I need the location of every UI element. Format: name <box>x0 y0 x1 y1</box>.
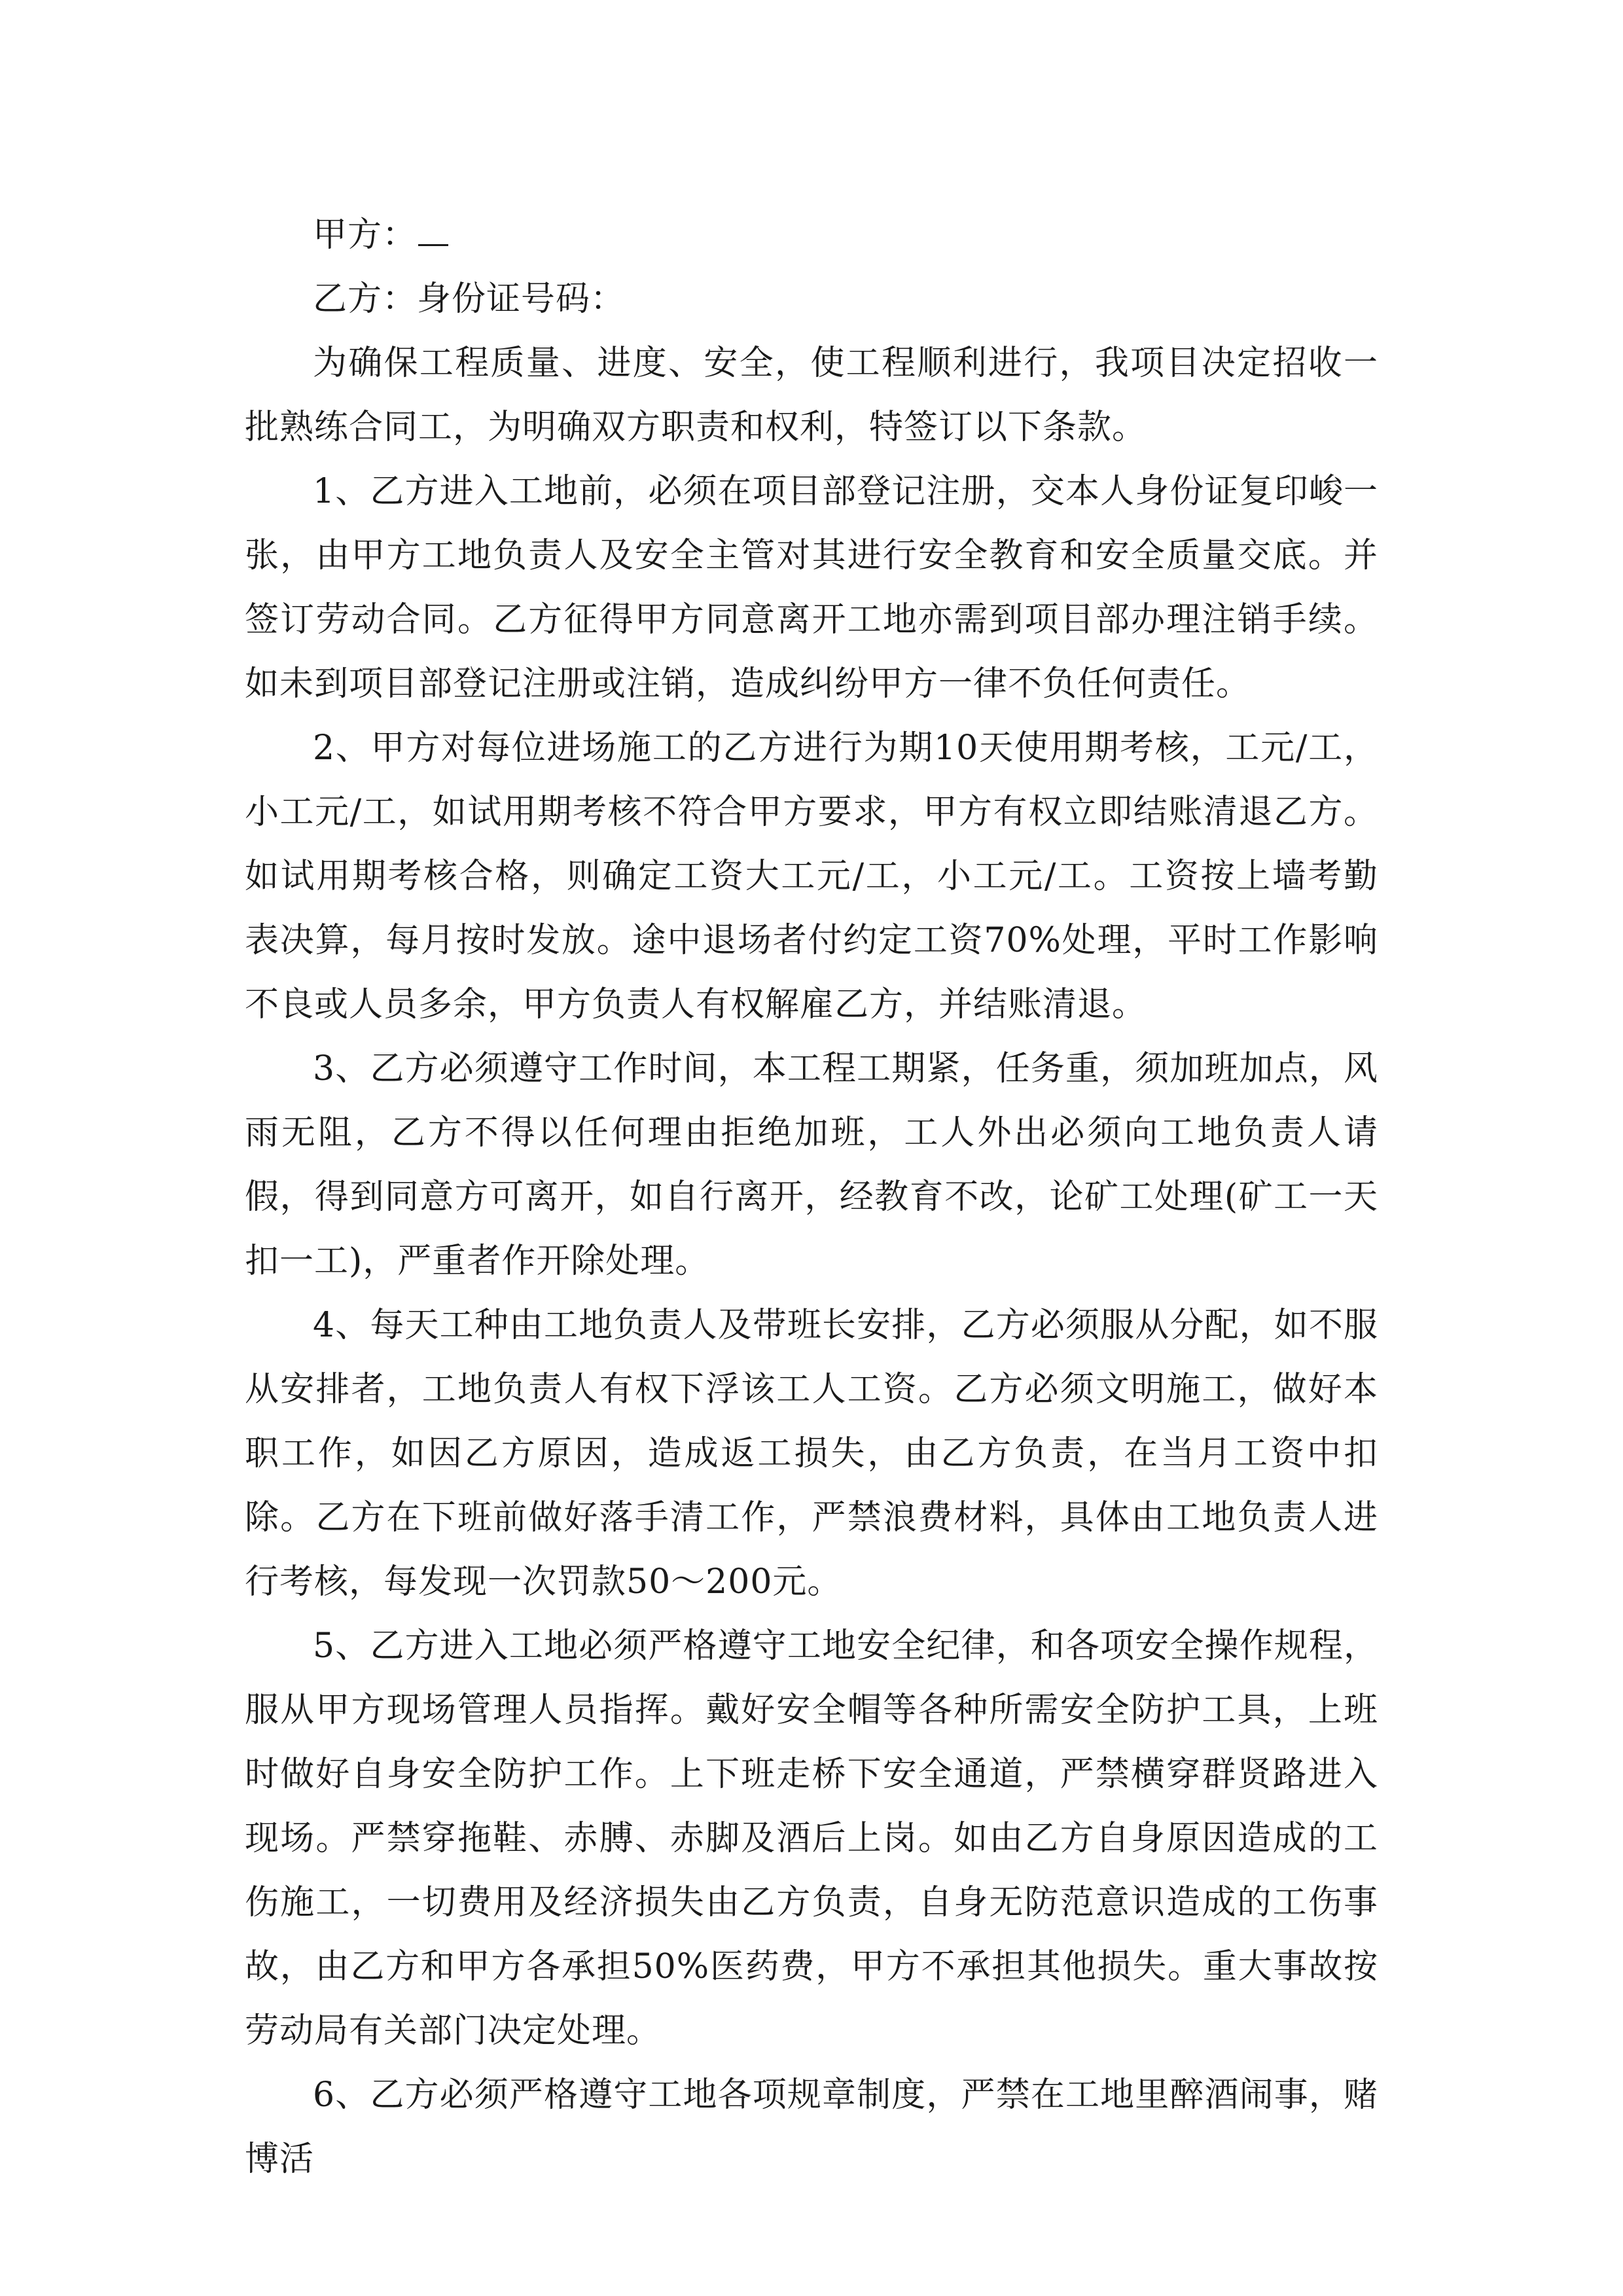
clause-4: 4、每天工种由工地负责人及带班长安排，乙方必须服从分配，如不服从安排者，工地负责人有权下浮该工人工资。乙方必须文明施工，做好本职工作，如因乙方原因，造成返工损失，由乙方负责，在当月工资中扣除。乙方在下班前做好落手清工作，严禁浪费材料，具体由工地负责人进行考核，每发现一次罚款50～200元。 <box>245 1306 1378 1602</box>
clause-2: 2、甲方对每位进场施工的乙方进行为期10天使用期考核，工元/工，小工元/工，如试用期考核不符合甲方要求，甲方有权立即结账清退乙方。如试用期考核合格，则确定工资大工元/工，小工元/工。工资按上墙考勤表决算，每月按时发放。途中退场者付约定工资70%处理，平时工作影响不良或人员多余，甲方负责人有权解雇乙方，并结账清退。 <box>245 728 1378 1024</box>
party-a-line <box>245 203 1378 267</box>
clause-6: 6、乙方必须严格遵守工地各项规章制度，严禁在工地里醉酒闹事，赌博活 <box>245 2075 1378 2179</box>
clause-1: 1、乙方进入工地前，必须在项目部登记注册，交本人身份证复印峻一张，由甲方工地负责人及安全主管对其进行安全教育和安全质量交底。并签订劳动合同。乙方征得甲方同意离开工地亦需到项目部办理注销手续。如未到项目部登记注册或注销，造成纠纷甲方一律不负任何责任。 <box>245 472 1378 704</box>
party-a-blank <box>418 205 448 246</box>
party-a-label: 甲方： <box>313 215 418 255</box>
party-b-line: 乙方：身份证号码： <box>313 279 626 319</box>
clause-5: 5、乙方进入工地必须严格遵守工地安全纪律，和各项安全操作规程，服从甲方现场管理人员指挥。戴好安全帽等各种所需安全防护工具，上班时做好自身安全防护工作。上下班走桥下安全通道，严禁横穿群贤路进入现场。严禁穿拖鞋、赤膊、赤脚及酒后上岗。如由乙方自身原因造成的工伤施工，一切费用及经济损失由乙方负责，自身无防范意识造成的工伤事故，由乙方和甲方各承担50%医药费，甲方不承担其他损失。重大事故按劳动局有关部门决定处理。 <box>245 1626 1378 2051</box>
intro-paragraph: 为确保工程质量、进度、安全，使工程顺利进行，我项目决定招收一批熟练合同工，为明确双方职责和权利，特签订以下条款。 <box>245 344 1378 447</box>
clause-3: 3、乙方必须遵守工作时间，本工程工期紧，任务重，须加班加点，风雨无阻，乙方不得以任何理由拒绝加班，工人外出必须向工地负责人请假，得到同意方可离开，如自行离开，经教育不改，论矿工处理(矿工一天扣一工)，严重者作开除处理。 <box>245 1049 1378 1281</box>
document-body <box>245 203 1378 2191</box>
